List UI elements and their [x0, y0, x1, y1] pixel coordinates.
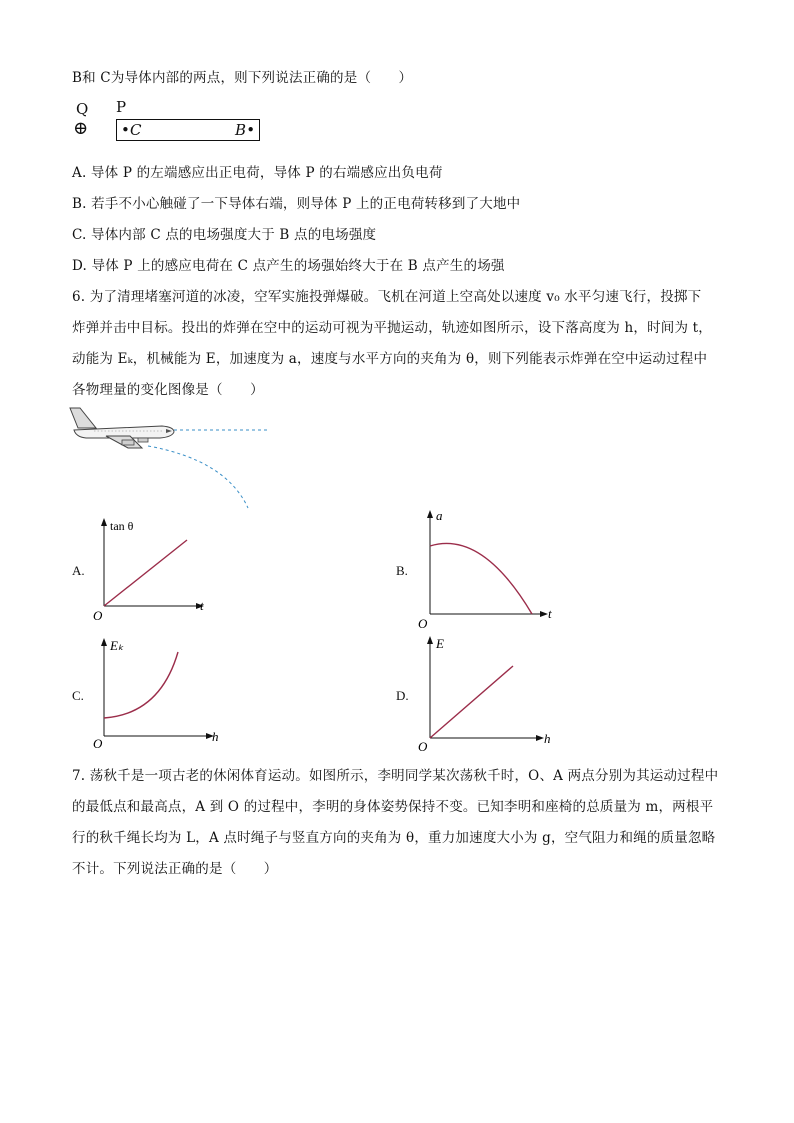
graph-b-x-arrow-icon — [540, 611, 548, 617]
graph-d — [416, 632, 566, 754]
graph-d-y-arrow-icon — [427, 636, 433, 644]
q5-option-d: D. 导体 P 上的感应电荷在 C 点产生的场强始终大于在 B 点产生的场强 — [72, 258, 505, 274]
graph-c-curve — [104, 652, 178, 718]
point-b-label: B• — [235, 121, 256, 139]
graph-d-x-label: h — [544, 731, 551, 746]
graph-a-x-label: t — [200, 598, 204, 613]
trajectory-curve — [148, 446, 248, 508]
graph-d-y-label: E — [436, 636, 444, 651]
q6-line-4: 各物理量的变化图像是（ ） — [72, 382, 264, 398]
graph-a-y-arrow-icon — [101, 518, 107, 526]
q5-option-a: A. 导体 P 的左端感应出正电荷，导体 P 的右端感应出负电荷 — [72, 165, 443, 181]
graph-c-origin: O — [93, 736, 103, 751]
positive-charge-icon: ⊕ — [73, 118, 89, 139]
point-c-label: •C — [121, 121, 142, 139]
airplane-trajectory-figure — [66, 400, 276, 510]
q7-line-1: 7. 荡秋千是一项古老的休闲体育运动。如图所示，李明同学某次荡秋千时，O、A 两点分别为其运动过程中 — [72, 768, 719, 784]
q5-option-c: C. 导体内部 C 点的电场强度大于 B 点的电场强度 — [72, 227, 377, 243]
airplane-icon — [70, 408, 174, 448]
graph-b-option-label: B. — [396, 563, 408, 578]
graph-a-curve — [104, 540, 187, 606]
graph-a-option-label: A. — [72, 563, 85, 578]
q5-option-b: B. 若手不小心触碰了一下导体右端，则导体 P 上的正电荷转移到了大地中 — [72, 196, 521, 212]
graph-c-y-label: Eₖ — [110, 638, 124, 653]
graph-d-x-arrow-icon — [536, 735, 544, 741]
graph-b-y-label: a — [436, 508, 443, 523]
charge-q-label: Q — [76, 100, 89, 118]
graph-b-y-arrow-icon — [427, 510, 433, 518]
graph-a — [90, 516, 220, 626]
graph-c-x-label: h — [212, 729, 219, 744]
graph-d-curve — [430, 666, 513, 738]
graph-a-origin: O — [93, 608, 103, 623]
graph-c-y-arrow-icon — [101, 638, 107, 646]
graph-b-curve — [430, 543, 532, 614]
graph-a-y-label: tan θ — [110, 519, 134, 533]
graph-c-option-label: C. — [72, 688, 84, 703]
graph-b-x-label: t — [548, 606, 552, 621]
q6-line-1: 6. 为了清理堵塞河道的冰凌，空军实施投弹爆破。飞机在河道上空高处以速度 v₀ 水平匀速飞行，投掷下 — [72, 289, 702, 305]
graph-c — [90, 634, 230, 752]
q6-line-2: 炸弹并击中目标。投出的炸弹在空中的运动可视为平抛运动，轨迹如图所示，设下落高度为 h，时间为 t， — [72, 320, 713, 336]
graph-d-option-label: D. — [396, 688, 409, 703]
graph-d-origin: O — [418, 739, 428, 754]
conductor-p-label: P — [116, 98, 127, 116]
q6-line-3: 动能为 Eₖ，机械能为 E，加速度为 a，速度与水平方向的夹角为 θ，则下列能表示炸弹在空中运动过程中 — [72, 351, 708, 367]
graph-b — [416, 506, 566, 630]
q7-line-3: 行的秋千绳长均为 L，A 点时绳子与竖直方向的夹角为 θ，重力加速度大小为 g，空气阻力和绳的质量忽略 — [72, 830, 716, 846]
q5-intro: B和 C为导体内部的两点，则下列说法正确的是（ ） — [72, 70, 413, 86]
q7-line-2: 的最低点和最高点，A 到 O 的过程中，李明的身体姿势保持不变。已知李明和座椅的总质量为 m，两根平 — [72, 799, 714, 815]
q7-line-4: 不计。下列说法正确的是（ ） — [72, 861, 278, 877]
graph-b-origin: O — [418, 616, 428, 631]
